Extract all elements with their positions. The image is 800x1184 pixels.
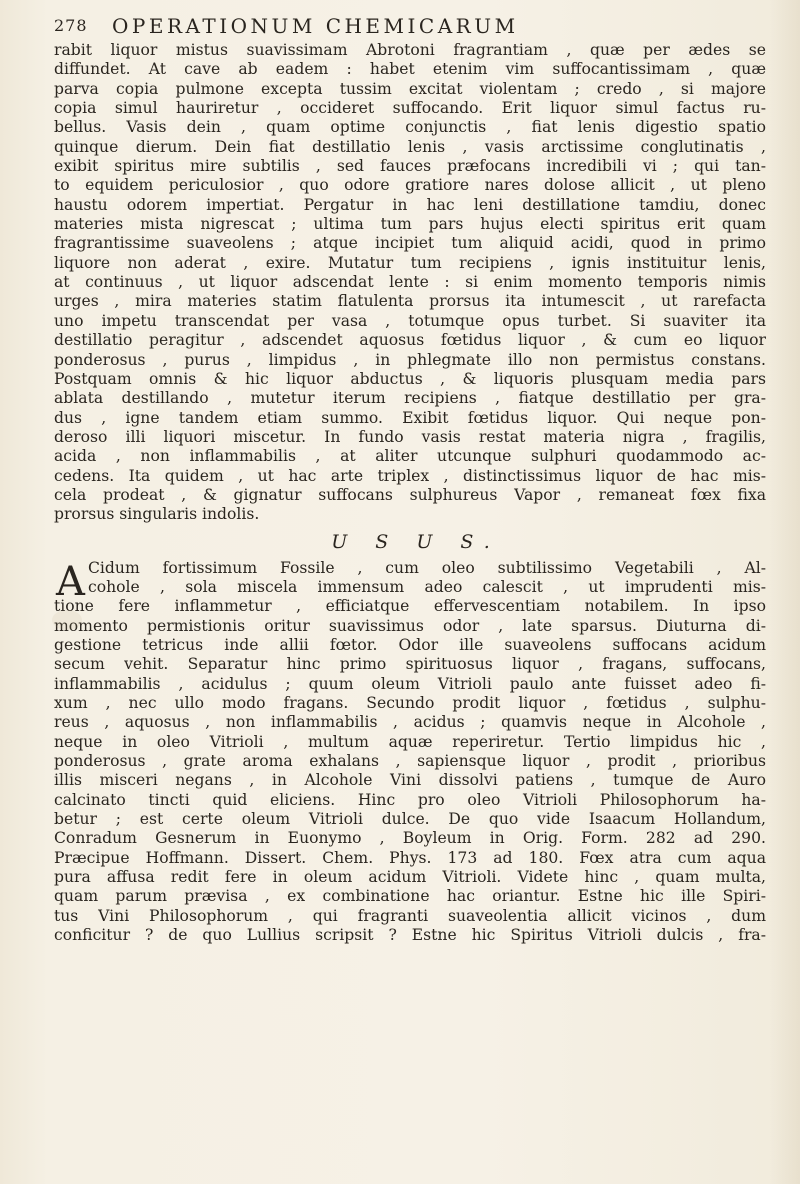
paper-stain — [52, 610, 82, 630]
paragraph-process — [54, 41, 766, 525]
text-line: neque in oleo Vitrioli , multum aquæ reperiretur. Tertio limpidus hic , — [54, 732, 766, 751]
page-number: 278 — [54, 16, 88, 35]
page-edge-shadow — [770, 0, 800, 1184]
text-line: cedens. Ita quidem , ut hac arte triplex , distinctissimus liquor de hac mis- — [54, 466, 766, 485]
text-line: liquore non aderat , exire. Mutatur tum recipiens , ignis instituitur lenis, — [54, 253, 766, 272]
text-line: quinque dierum. Dein fiat destillatio lenis , vasis arctissime conglutinatis , — [54, 137, 766, 156]
section-heading-usus — [54, 525, 766, 559]
text-line: deroso illi liquori miscetur. In fundo vasis restat materia nigra , fragilis, — [54, 427, 766, 446]
text-line: inflammabilis , acidulus ; quum oleum Vitrioli paulo ante fuisset adeo fi- — [54, 674, 766, 693]
text-line: parva copia pulmone excepta tussim excitat violentam ; credo , si majore — [54, 79, 766, 98]
text-line: uno impetu transcendat per vasa , totumque opus turbet. Si suaviter ita — [54, 311, 766, 330]
text-line: destillatio peragitur , adscendet aquosus fœtidus liquor , & cum eo liquor — [54, 331, 766, 350]
text-line: acida , non inflammabilis , at aliter utcunque sulphuri quodammodo ac- — [54, 447, 766, 466]
text-line: Cidum fortissimum Fossile , cum oleo subtilissimo Vegetabili , Al- — [88, 558, 766, 577]
text-line: gestione tetricus inde allii fœtor. Odor ille suaveolens suffocans acidum — [54, 635, 766, 654]
text-line: bellus. Vasis dein , quam optime conjunctis , fiat lenis digestio spatio — [54, 118, 766, 137]
text-line: haustu odorem impertiat. Pergatur in hac leni destillatione tamdiu, donec — [54, 195, 766, 214]
text-block — [54, 41, 766, 945]
text-line: cohole , sola miscela immensum adeo calescit , ut imprudenti mis- — [88, 577, 766, 596]
text-line: quam parum prævisa , ex combinatione hac oriantur. Estne hic ille Spiri- — [54, 887, 766, 906]
running-head — [54, 14, 784, 44]
text-line: calcinato tincti quid eliciens. Hinc pro oleo Vitrioli Philosophorum ha- — [54, 790, 766, 809]
text-line: reus , aquosus , non inflammabilis , acidus ; quamvis neque in Alcohole , — [54, 713, 766, 732]
text-line: pura affusa redit fere in oleum acidum Vitrioli. Videte hinc , quam multa, — [54, 868, 766, 887]
text-line: Postquam omnis & hic liquor abductus , & liquoris plusquam media pars — [54, 369, 766, 388]
running-title: OPERATIONUM CHEMICARUM — [112, 14, 519, 38]
text-line: tus Vini Philosophorum , qui fragranti suaveolentia allicit vicinos , dum — [54, 906, 766, 925]
text-line: ponderosus , grate aroma exhalans , sapiensque liquor , prodit , prioribus — [54, 752, 766, 771]
text-line: exibit spiritus mire subtilis , sed fauces præfocans incredibili vi ; qui tan- — [54, 157, 766, 176]
text-line: copia simul hauriretur , occideret suffocando. Erit liquor simul factus ru- — [54, 99, 766, 118]
text-line: urges , mira materies statim flatulenta prorsus ita intumescit , ut rarefacta — [54, 292, 766, 311]
text-line: secum vehit. Separatur hinc primo spirituosus liquor , fragans, suffocans, — [54, 655, 766, 674]
text-line: cela prodeat , & gignatur suffocans sulphureus Vapor , remaneat fœx fixa — [54, 485, 766, 504]
text-line: xum , nec ullo modo fragans. Secundo prodit liquor , fœtidus , sulphu- — [54, 694, 766, 712]
text-line: betur ; est certe oleum Vitrioli dulce. De quo vide Isaacum Hollandum, — [54, 810, 766, 829]
text-line: ponderosus , purus , limpidus , in phlegmate illo non permistus constans. — [54, 350, 766, 369]
text-line: Conradum Gesnerum in Euonymo , Boyleum in Orig. Form. 282 ad 290. — [54, 829, 766, 848]
paragraph-usus — [54, 559, 766, 946]
text-line: to equidem periculosior , quo odore gratiore nares dolose allicit , ut pleno — [54, 176, 766, 195]
text-line: momento permistionis oritur suavissimus odor , late sparsus. Diuturna di- — [54, 616, 766, 635]
text-line: materies mista nigrescat ; ultima tum pars hujus electi spiritus erit quam — [54, 215, 766, 234]
section-heading-text: U S U S. — [331, 530, 501, 553]
text-line: prorsus singularis indolis. — [54, 505, 260, 524]
text-line: Præcipue Hoffmann. Dissert. Chem. Phys. 173 ad 180. Fœx atra cum aqua — [54, 848, 766, 867]
text-line: ablata destillando , mutetur iterum recipiens , fiatque destillatio per gra- — [54, 389, 766, 408]
text-line: fragrantissime suaveolens ; atque incipiet tum aliquid acidi, quod in primo — [54, 234, 766, 253]
text-line: diffundet. At cave ab eadem : habet etenim vim suffocantissimam , quæ — [54, 60, 766, 79]
text-line: rabit liquor mistus suavissimam Abrotoni fragrantiam , quæ per ædes se — [54, 41, 766, 59]
text-line: dus , igne tandem etiam summo. Exibit fœtidus liquor. Qui neque pon- — [54, 408, 766, 427]
text-line: conficitur ? de quo Lullius scripsit ? Estne hic Spiritus Vitrioli dulcis , fra- — [54, 926, 766, 945]
text-line: tione fere inflammetur , efficiatque effervescentiam notabilem. In ipso — [54, 597, 766, 616]
text-line: at continuus , ut liquor adscendat lente : si enim momento temporis nimis — [54, 273, 766, 292]
text-line: illis misceri negans , in Alcohole Vini dissolvi patiens , tumque de Auro — [54, 771, 766, 790]
drop-cap: A — [56, 558, 85, 605]
